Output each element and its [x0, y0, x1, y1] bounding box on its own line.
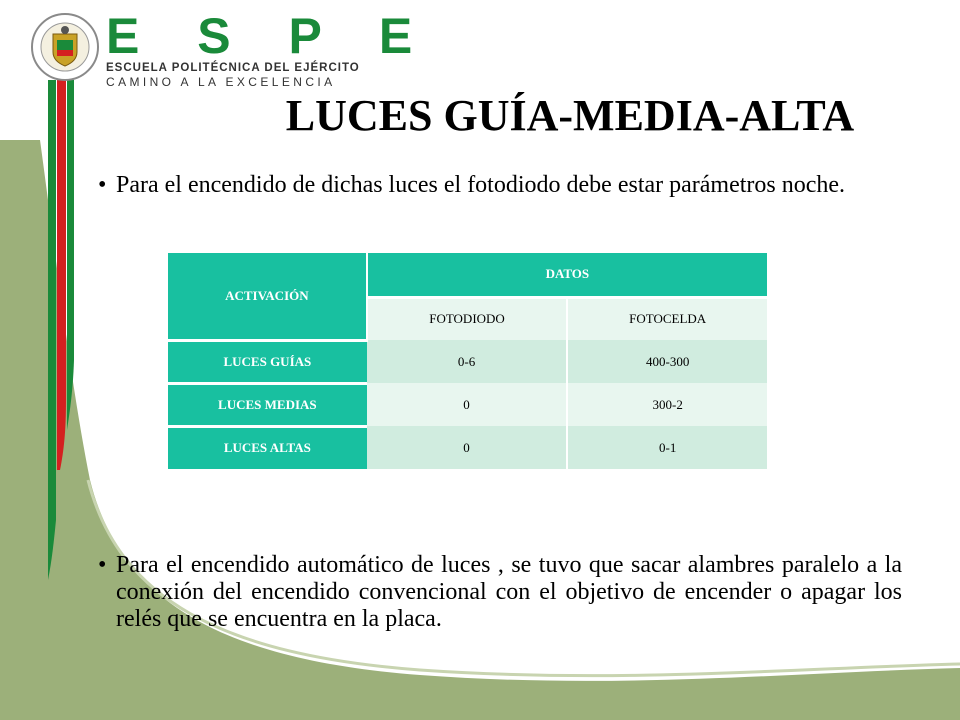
- row-label: LUCES MEDIAS: [168, 383, 367, 426]
- cell-fotodiodo: 0: [367, 383, 568, 426]
- bullet-icon: •: [98, 172, 107, 198]
- data-header: DATOS: [367, 253, 767, 297]
- slide-title: LUCES GUÍA-MEDIA-ALTA: [285, 91, 855, 140]
- column-header-fotodiodo: FOTODIODO: [367, 297, 568, 340]
- activation-header: ACTIVACIÓN: [168, 253, 367, 340]
- cell-fotocelda: 400-300: [567, 340, 767, 383]
- column-header-fotocelda: FOTOCELDA: [567, 297, 767, 340]
- brand-motto: CAMINO A LA EXCELENCIA: [106, 75, 336, 89]
- cell-fotodiodo: 0: [367, 426, 568, 469]
- row-label: LUCES ALTAS: [168, 426, 367, 469]
- table-row: [168, 383, 767, 426]
- bullet-text-2: Para el encendido automático de luces , se tuvo que sacar alambres paralelo a la conexión del encendido convencional con el objetivo de encender o apagar los relés que se encuentra en la placa.: [116, 552, 902, 632]
- cell-fotocelda: 0-1: [567, 426, 767, 469]
- table-row: [168, 426, 767, 469]
- cell-fotodiodo: 0-6: [367, 340, 568, 383]
- cell-fotocelda: 300-2: [567, 383, 767, 426]
- green-stripe-right: [67, 80, 74, 430]
- green-stripe-left: [48, 80, 56, 580]
- seal-icon: [30, 12, 100, 82]
- brand-block: [106, 10, 434, 89]
- bullet-text-1: Para el encendido de dichas luces el fotodiodo debe estar parámetros noche.: [116, 172, 846, 198]
- red-stripe: [57, 80, 66, 470]
- brand-title: E S P E: [106, 8, 435, 64]
- bullet-item-2: [98, 552, 902, 633]
- bullet-icon: •: [98, 552, 107, 578]
- bullet-item-1: [98, 172, 902, 199]
- brand-subtitle: ESCUELA POLITÉCNICA DEL EJÉRCITO: [106, 62, 360, 74]
- row-label: LUCES GUÍAS: [168, 340, 367, 383]
- data-table: [168, 253, 767, 469]
- table-row: [168, 340, 767, 383]
